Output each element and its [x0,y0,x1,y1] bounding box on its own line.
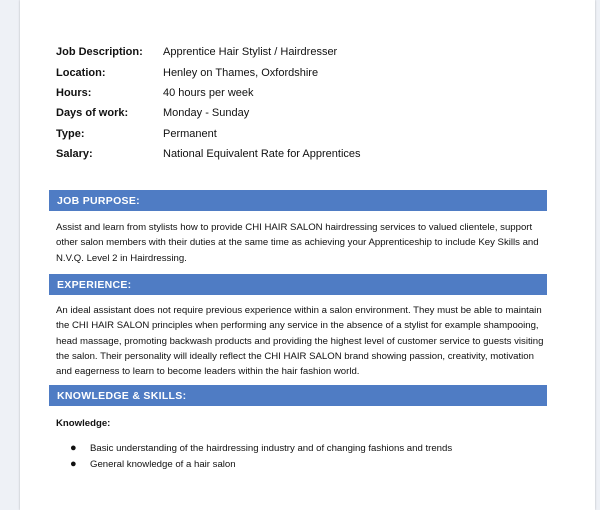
bullet-text: Basic understanding of the hairdressing industry and of changing fashions and trends [90,442,453,454]
bullet-icon: ● [70,458,77,470]
bullet-text: General knowledge of a hair salon [90,458,236,470]
info-row-type [56,124,576,144]
info-value: National Equivalent Rate for Apprentices [163,148,361,161]
knowledge-skills-header: KNOWLEDGE & SKILLS: [49,385,547,406]
info-label: Hours: [56,86,92,99]
info-value: Apprentice Hair Stylist / Hairdresser [163,46,338,59]
info-label: Job Description: [56,46,143,59]
info-row-days [56,103,576,123]
info-row-hours [56,83,576,103]
job-purpose-header: JOB PURPOSE: [49,190,547,211]
knowledge-label: Knowledge: [56,418,111,429]
experience-text: An ideal assistant does not require previous experience within a salon environment. They must be able to maintain the CHI HAIR SALON principles when performing any service in the absence of a stylist for example shampooing, head massage, promoting backwash products and providing the highest level of customer service to guests visiting the salon. Their personality will ideally reflect the CHI HAIR SALON brand showing passion, creativity, motivation and eagerness to learn to become leaders within the hair fashion world. [56,305,544,378]
info-row-salary [56,144,576,164]
knowledge-bullet-list [70,440,452,472]
info-label: Type: [56,127,85,140]
experience-header: EXPERIENCE: [49,274,547,295]
bullet-icon: ● [70,442,77,454]
list-item [70,456,452,472]
info-row-job-description [56,42,576,62]
info-value: Permanent [163,127,217,140]
document-page [20,0,595,510]
info-value: Monday - Sunday [163,107,250,120]
info-label: Salary: [56,148,93,161]
job-info-table [56,42,576,164]
info-label: Location: [56,66,106,79]
info-value: 40 hours per week [163,86,254,99]
info-row-location [56,62,576,82]
info-value: Henley on Thames, Oxfordshire [163,66,319,79]
info-label: Days of work: [56,107,129,120]
list-item [70,440,452,456]
job-purpose-text: Assist and learn from stylists how to provide CHI HAIR SALON hairdressing services to valued clientele, support other salon members with their duties at the same time as achieving your Apprenticeship to include Key Skills and N.V.Q. Level 2 in Hairdressing. [56,222,539,264]
